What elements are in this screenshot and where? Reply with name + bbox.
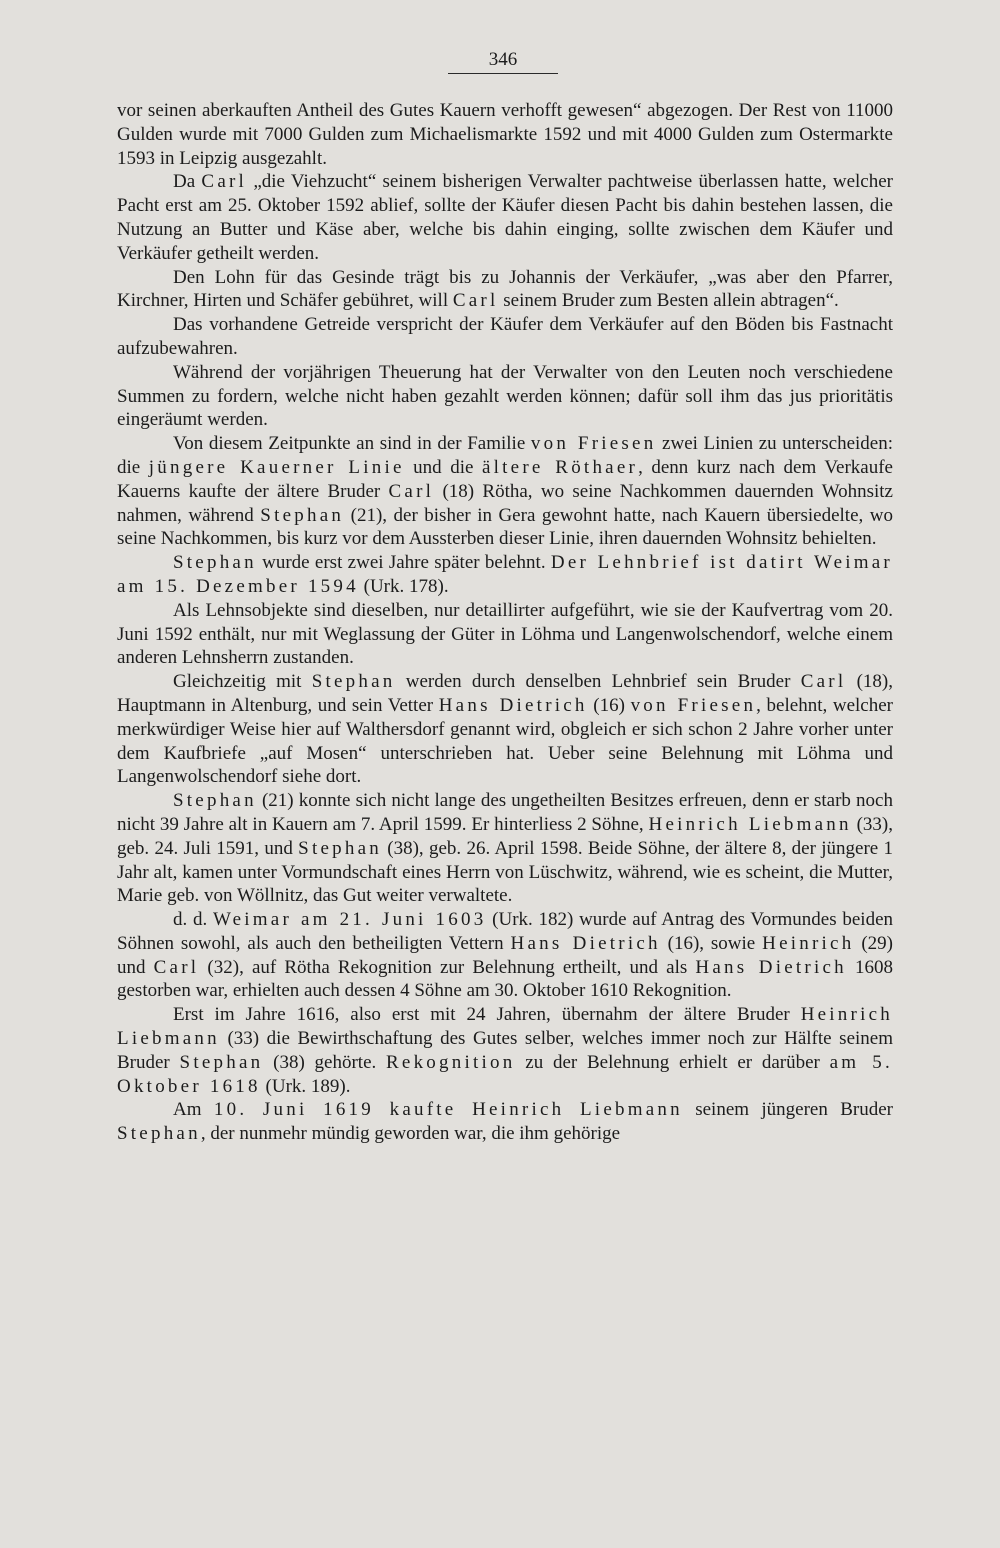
text-run: (38), geb. 26. April 1598. Beide Söhne, der ältere 8, der jüngere 1 Jahr alt, kamen unter Vormundschaft eines Herrn von Lüschwitz, während, wie es scheint, die Mutter, Marie geb. von Wöllnitz, das Gut weiter verwaltete. (117, 837, 894, 907)
spaced-text-run: Der Lehnbrief ist datirt Weimar am 15. Dezember 1594 (117, 552, 893, 597)
text-run: Gleichzeitig mit (173, 671, 312, 693)
spaced-text-run: Stephan (298, 837, 382, 859)
paragraph (117, 266, 893, 314)
spaced-text-run: Carl (452, 290, 499, 312)
spaced-text-run: Stephan (173, 790, 257, 812)
text-run: vor seinen aberkauften Antheil des Gutes Kauern verhofft gewesen“ abgezogen. Der Rest von 11000 Gulden wurde mit 7000 Gulden zum Michaelismarkte 1592 und mit 4000 Gulden zum Ostermarkte 1593 in Leipzig ausgezahlt. (117, 100, 893, 169)
paragraph (117, 789, 893, 908)
text-run: (21) konnte sich nicht lange des ungetheilten Besitzes erfreuen, denn er starb noch nicht 39 Jahre alt in Kauern am 7. April 1599. Er hinterliess 2 Söhne, (117, 790, 893, 835)
text-run: und die (404, 456, 482, 478)
text-run: , denn kurz nach dem Verkaufe Kauerns kaufte der ältere Bruder (117, 456, 893, 502)
paragraph (117, 313, 893, 361)
text-run: Den Lohn für das Gesinde trägt bis zu Johannis der Verkäufer, „was aber den Pfarrer, Kirchner, Hirten und Schäfer gebühret, will (117, 266, 893, 312)
text-run: (16), sowie (660, 932, 763, 954)
spaced-text-run: von Friesen (530, 433, 657, 455)
spaced-text-run: Rekognition (386, 1051, 516, 1073)
text-run: (32), auf Rötha Rekognition zur Belehnung ertheilt, und als (199, 956, 696, 978)
spaced-text-run: 10. Juni 1619 kaufte Heinrich Liebmann (213, 1099, 683, 1121)
text-run: (21), der bisher in Gera gewohnt hatte, nach Kauern übersiedelte, wo seine Nachkommen, bis kurz vor dem Aussterben dieser Linie, ihren dauernden Wohnsitz behielten. (117, 504, 893, 550)
paragraph (117, 551, 893, 599)
text-run: (Urk. 182) wurde auf Antrag des Vormundes beiden Söhnen sowohl, als auch den betheiligten Vettern (117, 909, 893, 954)
text-run: seinem jüngeren Bruder (682, 1099, 893, 1121)
text-run: Da (173, 171, 202, 193)
spaced-text-run: Carl (800, 671, 847, 693)
text-run: Das vorhandene Getreide verspricht der Käufer dem Verkäufer auf den Böden bis Fastnacht aufzubewahren. (117, 314, 893, 359)
text-run: 1608 gestorben war, erhielten auch dessen 4 Söhne am 30. Oktober 1610 Rekognition. (117, 956, 893, 1002)
spaced-text-run: am 5. Oktober 1618 (117, 1051, 893, 1097)
text-run: , der nunmehr mündig geworden war, die ihm gehörige (200, 1123, 621, 1145)
text-run: Während der vorjährigen Theuerung hat der Verwalter von den Leuten noch verschiedene Summen zu fordern, welche nicht haben gezahlt werden können; dafür soll ihm das jus prioritätis eingeräumt werden. (117, 361, 893, 431)
spaced-text-run: Heinrich Liebmann (117, 1004, 893, 1050)
spaced-text-run: Stephan (260, 504, 345, 526)
paragraph (117, 170, 893, 265)
text-run: (33) die Bewirthschaftung des Gutes selber, welches immer noch zur Hälfte seinem Bruder (117, 1028, 893, 1073)
text-run: , belehnt, welcher merkwürdiger Weise hier auf Walthersdorf genannt wird, obgleich er sich schon 2 Jahre vorher unter dem Kaufbriefe „auf Mosen“ unterschrieben hat. Ueber seine Belehnung mit Löhma und Langenwolschendorf siehe dort. (117, 694, 893, 788)
spaced-text-run: Hans Dietrich (695, 956, 847, 978)
text-run: wurde erst zwei Jahre später belehnt. (256, 552, 551, 574)
paragraph (117, 1003, 893, 1098)
text-run: „die Viehzucht“ seinem bisherigen Verwalter pachtweise überlassen hatte, welcher Pacht erst am 25. Oktober 1592 ablief, sollte der Käufer diesen Pacht bis dahin bestehen lassen, die Nutzung an Butter und Käse aber, welche bis dahin einging, sollte zwischen dem Käufer und Verkäufer getheilt werden. (117, 171, 893, 264)
text-run: Von diesem Zeitpunkte an sind in der Familie (173, 433, 531, 455)
page-number-rule (448, 73, 558, 74)
spaced-text-run: Heinrich Liebmann (648, 813, 852, 835)
spaced-text-run: Stephan (173, 552, 257, 574)
text-run: zwei Linien zu unterscheiden: die (117, 433, 894, 478)
text-run: (18) Rötha, wo seine Nachkommen dauernden Wohnsitz nahmen, während (117, 480, 893, 526)
spaced-text-run: jüngere Kauerner Linie (148, 456, 405, 478)
paragraph (117, 599, 893, 670)
spaced-text-run: Stephan (117, 1123, 201, 1145)
spaced-text-run: Hans Dietrich (510, 932, 661, 954)
text-run: d. d. (173, 909, 213, 931)
paragraph (117, 361, 893, 432)
text-run: (29) und (117, 932, 894, 978)
text-run: (Urk. 178). (358, 575, 449, 597)
page-number: 346 (488, 49, 518, 70)
spaced-text-run: ältere Röthaer (481, 456, 639, 478)
paragraph (117, 1098, 893, 1146)
text-run: (33), geb. 24. Juli 1591, und (117, 813, 894, 859)
paragraph (117, 670, 893, 789)
spaced-text-run: Weimar am 21. Juni 1603 (212, 909, 487, 931)
text-run: (38) gehörte. (263, 1051, 387, 1073)
paragraph (117, 908, 893, 1003)
spaced-text-run: Stephan (179, 1051, 264, 1073)
text-run: Erst im Jahre 1616, also erst mit 24 Jahren, übernahm der ältere Bruder (173, 1004, 801, 1026)
text-run: werden durch denselben Lehnbrief sein Bruder (395, 671, 801, 693)
text-run: Am (173, 1099, 214, 1121)
body-text (117, 99, 893, 1146)
spaced-text-run: Hans Dietrich (438, 694, 588, 716)
spaced-text-run: Carl (388, 480, 435, 502)
spaced-text-run: Carl (153, 956, 200, 978)
spaced-text-run: Carl (201, 171, 248, 193)
text-run: Als Lehnsobjekte sind dieselben, nur detaillirter aufgeführt, wie sie der Kaufvertrag vom 20. Juni 1592 enthält, nur mit Weglassung der Güter in Löhma und Langenwolschendorf, welche einem anderen Lehnsherrn zustanden. (117, 599, 893, 669)
spaced-text-run: von Friesen (630, 694, 757, 716)
spaced-text-run: Stephan (311, 671, 396, 693)
paragraph (117, 432, 893, 551)
spaced-text-run: Heinrich (762, 932, 855, 954)
paragraph (117, 99, 893, 170)
text-run: (Urk. 189). (260, 1075, 351, 1097)
text-run: zu der Belehnung erhielt er darüber (515, 1051, 830, 1073)
text-run: seinem Bruder zum Besten allein abtragen“. (498, 290, 839, 312)
text-run: (16) (587, 694, 631, 716)
text-run: (18), Hauptmann in Altenburg, und sein Vetter (117, 671, 893, 716)
